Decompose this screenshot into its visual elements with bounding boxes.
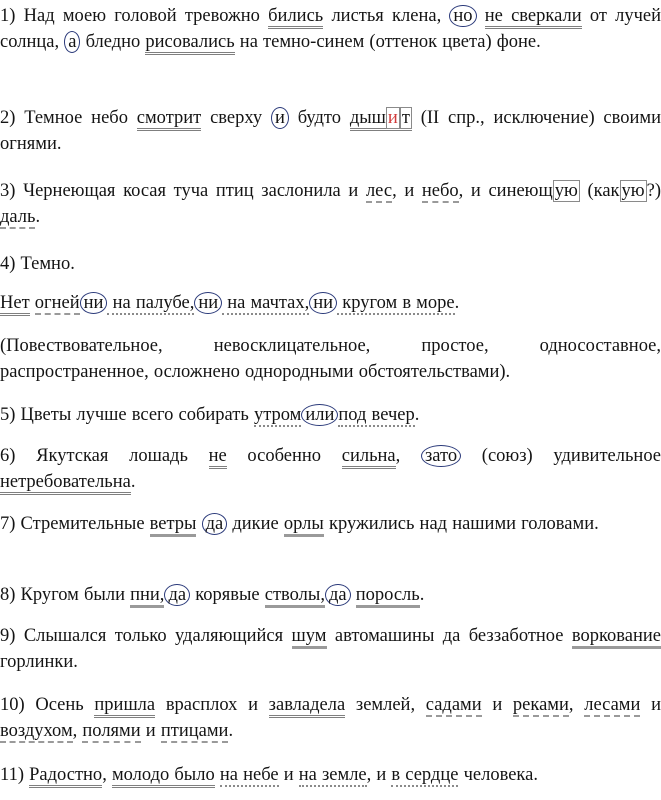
text: дикие: [227, 514, 284, 534]
text: человека.: [458, 765, 538, 785]
sentence-4-continued: [0, 290, 661, 316]
predicate: сильна: [342, 446, 396, 469]
text: Цветы лучше всего собирать: [20, 405, 254, 425]
text: [351, 585, 356, 605]
predicate: пришла: [94, 695, 155, 718]
predicate: смотрит: [137, 108, 201, 131]
text: , и: [366, 765, 392, 785]
conjunction-circled: да: [202, 513, 228, 535]
adverbial: на небе: [219, 765, 279, 785]
text: (как: [579, 181, 620, 201]
sentence-5: [0, 402, 661, 428]
text: и: [140, 721, 161, 741]
sentence-number: 9): [0, 626, 16, 646]
adverbial: на палубе,: [107, 293, 195, 313]
predicate: не: [209, 446, 227, 469]
text: и: [278, 765, 299, 785]
text: будто: [288, 108, 350, 128]
text: ,: [568, 695, 585, 715]
text: землей,: [345, 695, 426, 715]
sentence-6: [0, 443, 661, 495]
text: автомашины да беззаботное: [326, 626, 572, 646]
object: полями: [82, 721, 141, 741]
text: [196, 514, 201, 534]
sentence-8: [0, 582, 661, 608]
predicate: не сверкали: [485, 6, 582, 29]
object: воздухом: [0, 721, 73, 741]
word-stem: дыш: [349, 108, 386, 128]
sentence-4-analysis: [0, 333, 661, 385]
conjunction-circled: а: [64, 31, 80, 53]
subject: стволы,: [265, 585, 325, 608]
predicate: молодо было: [112, 765, 215, 788]
text: Кругом были: [20, 585, 131, 605]
text: Осень: [35, 695, 95, 715]
object: птицами: [160, 721, 229, 741]
text: , и синеющ: [458, 181, 553, 201]
text: (II спр., исключение) своими огнями.: [0, 108, 661, 154]
text: .: [130, 472, 136, 492]
particle-circled: ни: [80, 292, 108, 314]
sentence-number: 8): [0, 585, 16, 605]
text: Над моею головой тревожно: [23, 6, 269, 26]
text: врасплох и: [155, 695, 269, 715]
text: горлинки.: [0, 652, 78, 672]
sentence-number: 3): [0, 181, 16, 201]
ending-box: т: [401, 108, 410, 128]
conjunction-circled: и: [271, 107, 289, 129]
text: Темно.: [20, 254, 75, 274]
adverbial: кругом в море: [337, 293, 455, 313]
sentence-number: 11): [0, 765, 24, 785]
subject: пни,: [130, 585, 164, 608]
particle-circled: ни: [194, 292, 222, 314]
text: (союз) удивительное: [461, 446, 661, 466]
text: корявые: [190, 585, 265, 605]
sentence-7: [0, 511, 661, 537]
text: бледно: [80, 32, 146, 52]
text: ,: [72, 721, 83, 741]
sentence-number: 10): [0, 695, 25, 715]
object: небо: [421, 181, 459, 201]
text: .: [414, 405, 420, 425]
conjunction-circled: да: [325, 584, 351, 606]
adverbial: на земле: [298, 765, 367, 785]
subject: ветры: [150, 514, 197, 537]
sentence-2: [0, 105, 661, 157]
text: [477, 6, 485, 26]
text: на темно-синем (оттенок цвета) фоне.: [234, 32, 541, 52]
conjunction-circled: но: [449, 5, 476, 27]
sentence-number: 6): [0, 446, 16, 466]
text: .: [454, 293, 460, 313]
ending-box: ую: [621, 181, 645, 201]
adverbial: утром: [253, 405, 302, 425]
subject: шум: [292, 626, 327, 649]
text: и: [640, 695, 661, 715]
subject: воркование: [572, 626, 661, 649]
ending-letter: и: [387, 108, 398, 128]
conjunction-circled: да: [164, 584, 190, 606]
sentence-9: [0, 623, 661, 675]
text: ,: [395, 446, 421, 466]
sentence-number: 5): [0, 405, 16, 425]
text: листья клена,: [323, 6, 450, 26]
predicate: рисовались: [145, 32, 234, 55]
object: садами: [425, 695, 482, 715]
object: реками: [512, 695, 569, 715]
conjunction-circled: зато: [421, 445, 461, 467]
sentence-number: 1): [0, 6, 16, 26]
text: Слышался только удаляющийся: [23, 626, 292, 646]
object: даль: [0, 207, 36, 227]
predicate: бились: [268, 6, 323, 29]
sentence-3: [0, 178, 661, 230]
text: особенно: [226, 446, 342, 466]
object: лесами: [584, 695, 641, 715]
adverbial: под вечер: [338, 405, 415, 425]
ending-box: ую: [554, 181, 578, 201]
text: ?): [646, 181, 661, 201]
text: [30, 293, 35, 313]
text: кружились над нашими головами.: [323, 514, 599, 534]
text: .: [228, 721, 234, 741]
text: Стремительные: [20, 514, 150, 534]
text: .: [419, 585, 425, 605]
sentence-10: [0, 692, 661, 744]
sentence-number: 4): [0, 254, 16, 274]
analysis-text: (Повествовательное, невосклицательное, простое, односоставное, распространенное, осложнено однородными обстоятельствами).: [0, 336, 661, 382]
subject: поросль: [356, 585, 420, 608]
text: Якутская лошадь: [36, 446, 209, 466]
predicate: Нет: [0, 293, 30, 316]
text: от лучей солнца,: [0, 6, 661, 52]
text: и: [481, 695, 513, 715]
predicate: завладела: [269, 695, 346, 718]
object: огней: [34, 293, 80, 313]
predicate: нетребовательна: [0, 472, 131, 495]
predicate: Радостно: [29, 765, 102, 788]
text: Темное небо: [24, 108, 137, 128]
sentence-4: [0, 251, 661, 277]
sentence-1: [0, 3, 661, 55]
subject: орлы: [284, 514, 324, 537]
text: ,: [102, 765, 112, 785]
adverbial: на мачтах,: [222, 293, 310, 313]
text: , и: [392, 181, 422, 201]
conjunction-circled: или: [301, 404, 338, 426]
sentence-11: [0, 762, 661, 788]
adverbial: в сердце: [391, 765, 459, 785]
text: .: [35, 207, 41, 227]
particle-circled: ни: [309, 292, 337, 314]
object: лес: [365, 181, 393, 201]
sentence-number: 7): [0, 514, 16, 534]
predicate-with-ending: [350, 108, 412, 131]
sentence-number: 2): [0, 108, 16, 128]
text: Чернеющая косая туча птиц заслонила и: [23, 181, 366, 201]
text: сверху: [201, 108, 271, 128]
